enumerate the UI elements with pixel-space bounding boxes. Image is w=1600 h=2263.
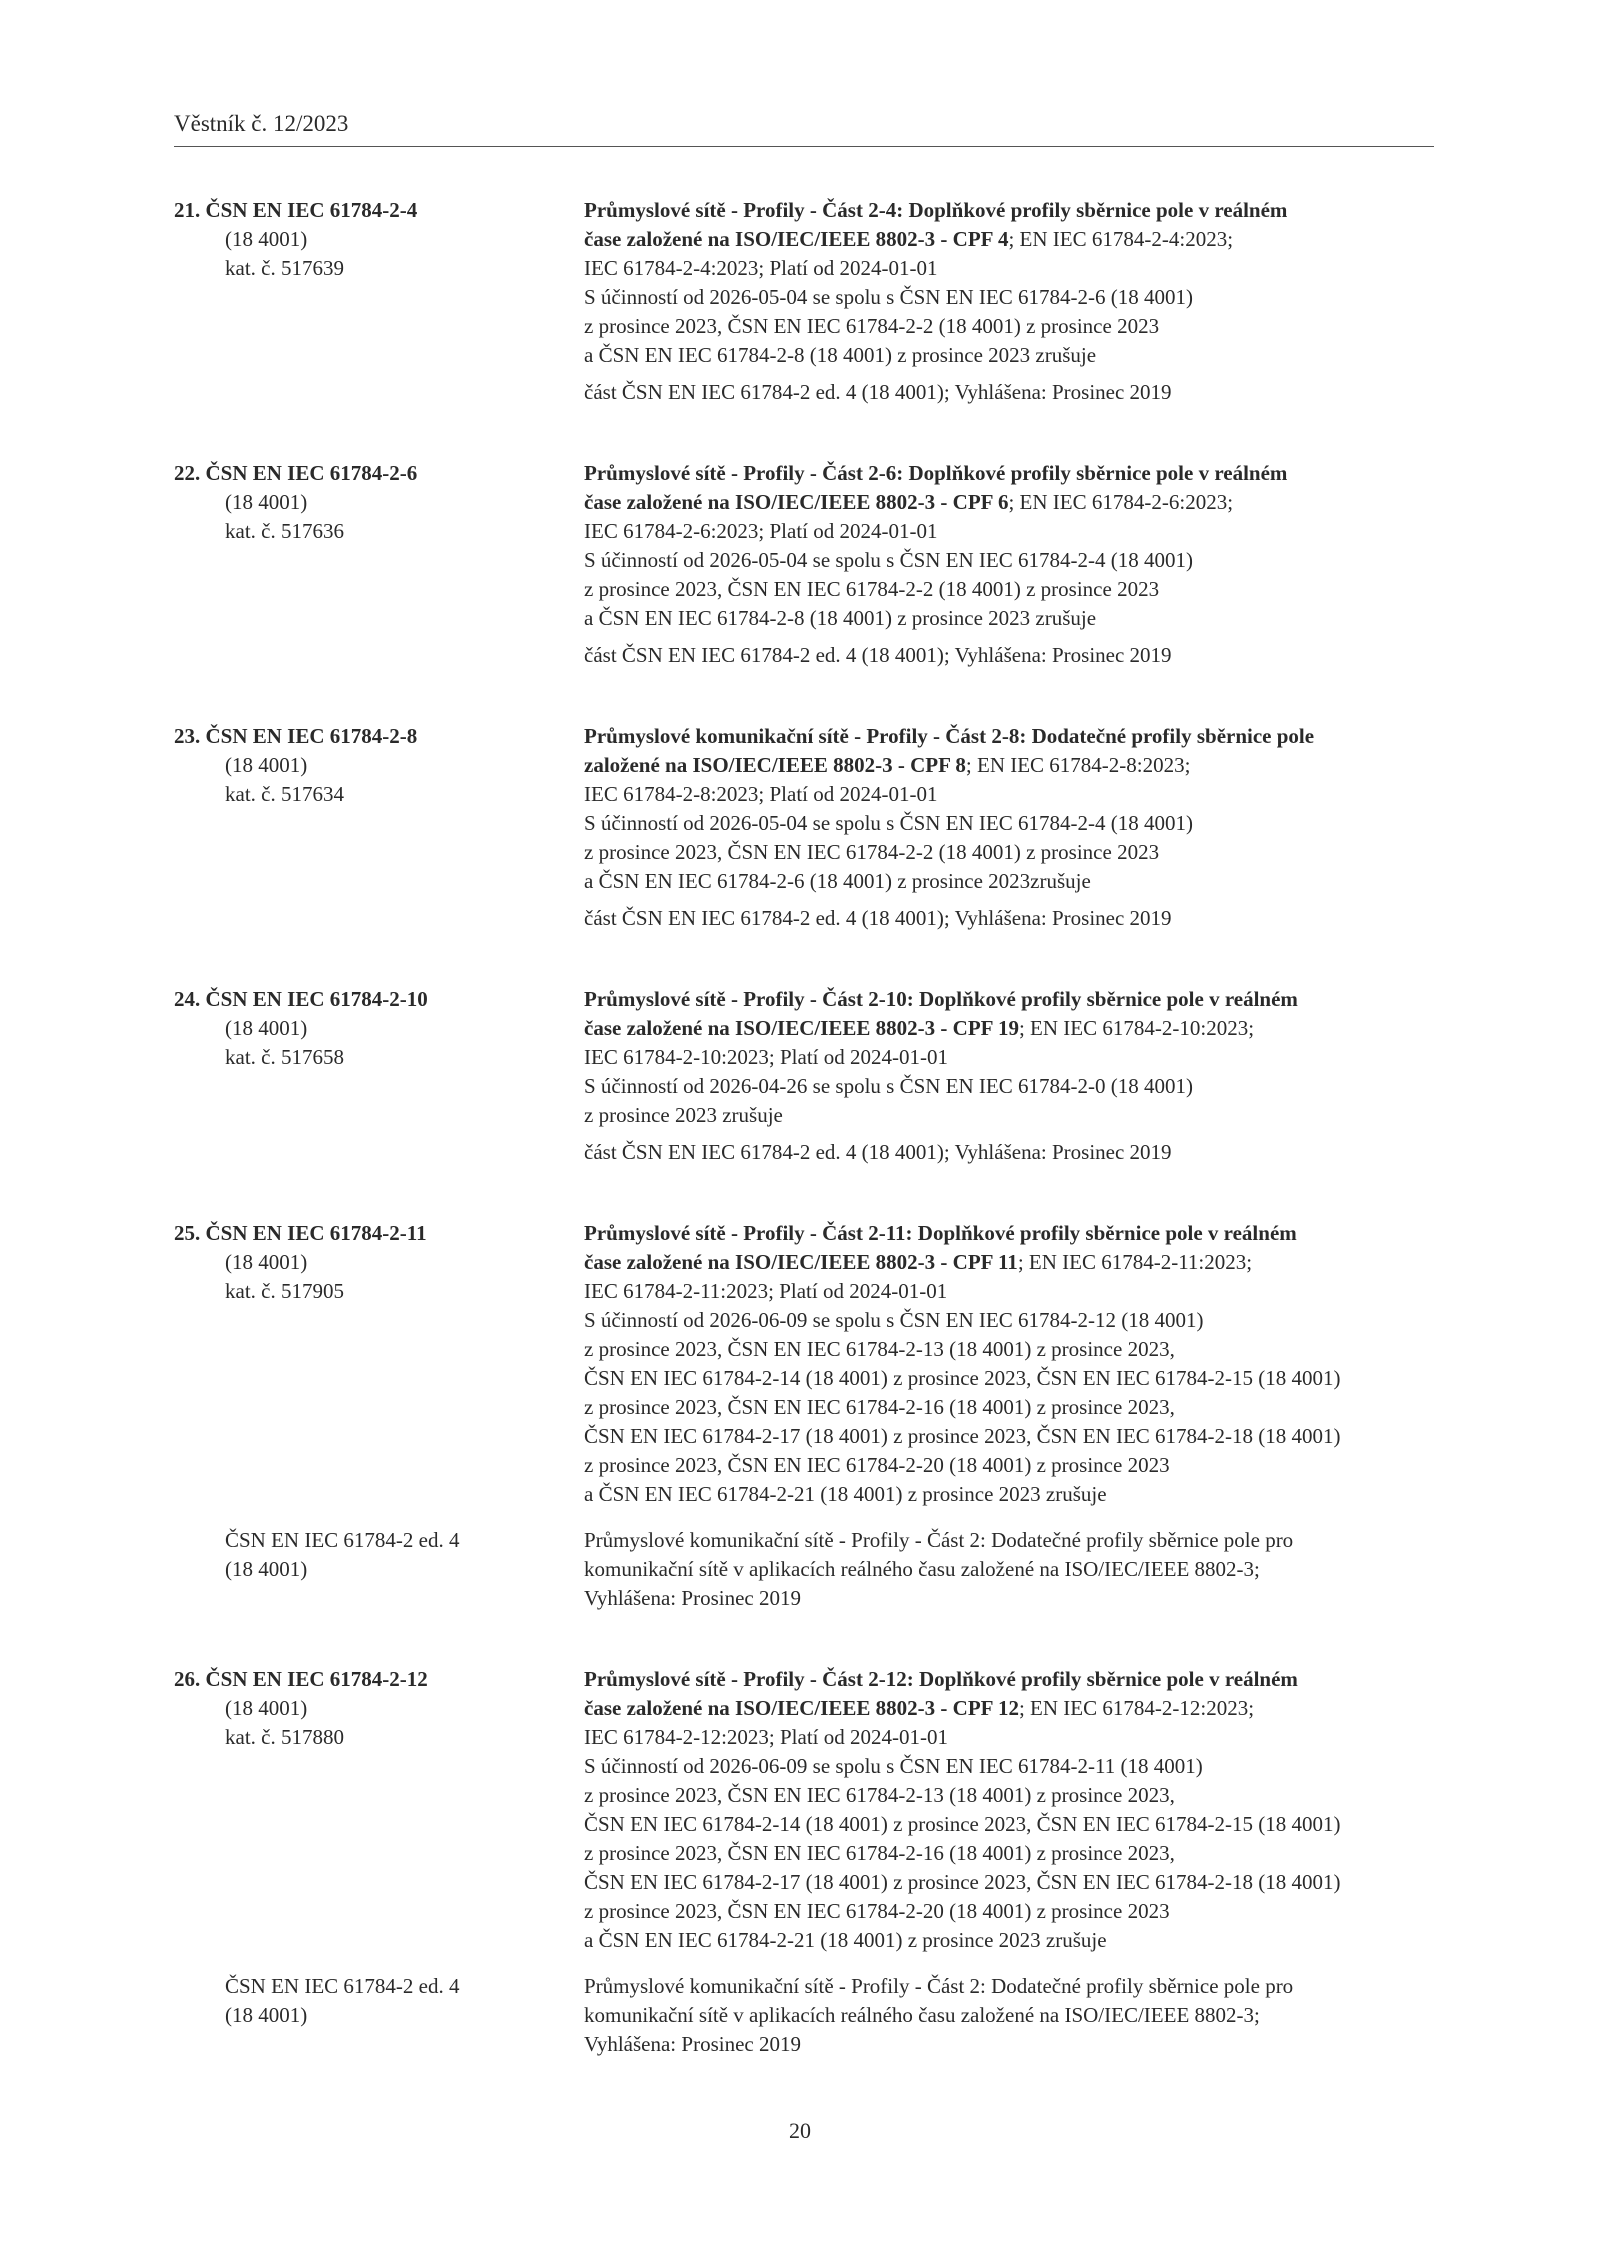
standard-entry <box>174 459 1434 670</box>
standard-title-line: čase založené na ISO/IEC/IEEE 8802-3 - CPF 11 <box>584 1250 1018 1274</box>
standard-identifier <box>174 196 584 407</box>
detail-line: ČSN EN IEC 61784-2-14 (18 4001) z prosince 2023, ČSN EN IEC 61784-2-15 (18 4001) <box>584 1366 1341 1390</box>
standard-code: ČSN EN IEC 61784-2-8 <box>205 724 418 748</box>
detail-line: z prosince 2023, ČSN EN IEC 61784-2-2 (18 4001) z prosince 2023 <box>584 314 1160 338</box>
en-reference: ; EN IEC 61784-2-8:2023; <box>965 753 1191 777</box>
standard-entry <box>174 1665 1434 2059</box>
standard-identifier <box>174 722 584 933</box>
entry-number: 22. <box>174 461 201 485</box>
standard-description <box>584 1219 1434 1509</box>
standard-title-line: čase založené na ISO/IEC/IEEE 8802-3 - CPF 6 <box>584 490 1009 514</box>
standard-title-line: Průmyslové sítě - Profily - Část 2-12: Doplňkové profily sběrnice pole v reálném <box>584 1667 1298 1691</box>
replaced-standard-identifier <box>174 1526 584 1613</box>
entry-number: 25. <box>174 1221 201 1245</box>
standard-description <box>584 985 1434 1167</box>
page-header-title: Věstník č. 12/2023 <box>174 111 349 136</box>
detail-line: ČSN EN IEC 61784-2-17 (18 4001) z prosince 2023, ČSN EN IEC 61784-2-18 (18 4001) <box>584 1870 1341 1894</box>
detail-line: S účinností od 2026-05-04 se spolu s ČSN EN IEC 61784-2-4 (18 4001) <box>584 811 1193 835</box>
detail-line: IEC 61784-2-6:2023; Platí od 2024-01-01 <box>584 519 938 543</box>
entry-number: 23. <box>174 724 201 748</box>
standard-title-line: čase založené na ISO/IEC/IEEE 8802-3 - CPF 12 <box>584 1696 1019 1720</box>
replaced-standard-description <box>584 1972 1434 2059</box>
catalog-number: kat. č. 517658 <box>225 1045 344 1069</box>
detail-line: z prosince 2023 zrušuje <box>584 1103 783 1127</box>
replaced-standard-code: ČSN EN IEC 61784-2 ed. 4 <box>225 1974 460 1998</box>
en-reference: ; EN IEC 61784-2-4:2023; <box>1008 227 1234 251</box>
replaces-note: část ČSN EN IEC 61784-2 ed. 4 (18 4001); Vyhlášena: Prosinec 2019 <box>584 643 1172 667</box>
standard-description <box>584 1665 1434 1955</box>
replaced-detail-line: Vyhlášena: Prosinec 2019 <box>584 1586 801 1610</box>
classification-code: (18 4001) <box>225 1016 308 1040</box>
en-reference: ; EN IEC 61784-2-6:2023; <box>1008 490 1234 514</box>
replaces-note: část ČSN EN IEC 61784-2 ed. 4 (18 4001); Vyhlášena: Prosinec 2019 <box>584 1140 1172 1164</box>
standard-code: ČSN EN IEC 61784-2-11 <box>205 1221 427 1245</box>
standard-identifier <box>174 1219 584 1509</box>
detail-line: IEC 61784-2-4:2023; Platí od 2024-01-01 <box>584 256 938 280</box>
detail-line: S účinností od 2026-05-04 se spolu s ČSN EN IEC 61784-2-4 (18 4001) <box>584 548 1193 572</box>
detail-line: a ČSN EN IEC 61784-2-6 (18 4001) z prosince 2023zrušuje <box>584 869 1091 893</box>
entry-number: 26. <box>174 1667 201 1691</box>
en-reference: ; EN IEC 61784-2-10:2023; <box>1018 1016 1255 1040</box>
standard-entry <box>174 722 1434 933</box>
detail-line: IEC 61784-2-12:2023; Platí od 2024-01-01 <box>584 1725 948 1749</box>
detail-line: a ČSN EN IEC 61784-2-21 (18 4001) z prosince 2023 zrušuje <box>584 1482 1107 1506</box>
catalog-number: kat. č. 517634 <box>225 782 344 806</box>
standard-code: ČSN EN IEC 61784-2-4 <box>205 198 418 222</box>
entry-number: 24. <box>174 987 201 1011</box>
detail-line: a ČSN EN IEC 61784-2-8 (18 4001) z prosince 2023 zrušuje <box>584 606 1097 630</box>
detail-line: z prosince 2023, ČSN EN IEC 61784-2-13 (18 4001) z prosince 2023, <box>584 1337 1175 1361</box>
standard-title-line: Průmyslové sítě - Profily - Část 2-6: Doplňkové profily sběrnice pole v reálném <box>584 461 1288 485</box>
replaced-classification-code: (18 4001) <box>225 2003 308 2027</box>
detail-line: a ČSN EN IEC 61784-2-21 (18 4001) z prosince 2023 zrušuje <box>584 1928 1107 1952</box>
detail-line: IEC 61784-2-8:2023; Platí od 2024-01-01 <box>584 782 938 806</box>
detail-line: IEC 61784-2-10:2023; Platí od 2024-01-01 <box>584 1045 948 1069</box>
en-reference: ; EN IEC 61784-2-11:2023; <box>1017 1250 1253 1274</box>
standard-title-line: čase založené na ISO/IEC/IEEE 8802-3 - CPF 19 <box>584 1016 1019 1040</box>
detail-line: S účinností od 2026-05-04 se spolu s ČSN EN IEC 61784-2-6 (18 4001) <box>584 285 1193 309</box>
classification-code: (18 4001) <box>225 227 308 251</box>
classification-code: (18 4001) <box>225 1250 308 1274</box>
detail-line: ČSN EN IEC 61784-2-14 (18 4001) z prosince 2023, ČSN EN IEC 61784-2-15 (18 4001) <box>584 1812 1341 1836</box>
detail-line: z prosince 2023, ČSN EN IEC 61784-2-13 (18 4001) z prosince 2023, <box>584 1783 1175 1807</box>
detail-line: z prosince 2023, ČSN EN IEC 61784-2-16 (18 4001) z prosince 2023, <box>584 1841 1175 1865</box>
standard-description <box>584 459 1434 670</box>
replaced-standard-code: ČSN EN IEC 61784-2 ed. 4 <box>225 1528 460 1552</box>
standard-entry <box>174 1219 1434 1613</box>
replaced-detail-line: komunikační sítě v aplikacích reálného času založené na ISO/IEC/IEEE 8802-3; <box>584 2003 1260 2027</box>
detail-line: S účinností od 2026-04-26 se spolu s ČSN EN IEC 61784-2-0 (18 4001) <box>584 1074 1193 1098</box>
detail-line: z prosince 2023, ČSN EN IEC 61784-2-20 (18 4001) z prosince 2023 <box>584 1899 1170 1923</box>
detail-line: z prosince 2023, ČSN EN IEC 61784-2-16 (18 4001) z prosince 2023, <box>584 1395 1175 1419</box>
standard-title-line: Průmyslové komunikační sítě - Profily - Část 2-8: Dodatečné profily sběrnice pole <box>584 724 1315 748</box>
catalog-number: kat. č. 517905 <box>225 1279 344 1303</box>
classification-code: (18 4001) <box>225 753 308 777</box>
standard-identifier <box>174 459 584 670</box>
replaces-note: část ČSN EN IEC 61784-2 ed. 4 (18 4001); Vyhlášena: Prosinec 2019 <box>584 380 1172 404</box>
catalog-number: kat. č. 517639 <box>225 256 344 280</box>
standard-title-line: založené na ISO/IEC/IEEE 8802-3 - CPF 8 <box>584 753 966 777</box>
replaced-detail-line: Průmyslové komunikační sítě - Profily - Část 2: Dodatečné profily sběrnice pole pro <box>584 1528 1294 1552</box>
classification-code: (18 4001) <box>225 1696 308 1720</box>
standard-code: ČSN EN IEC 61784-2-12 <box>205 1667 428 1691</box>
standard-identifier <box>174 985 584 1167</box>
standard-code: ČSN EN IEC 61784-2-10 <box>205 987 428 1011</box>
replaced-standard-description <box>584 1526 1434 1613</box>
standard-title-line: Průmyslové sítě - Profily - Část 2-4: Doplňkové profily sběrnice pole v reálném <box>584 198 1288 222</box>
standard-title-line: Průmyslové sítě - Profily - Část 2-11: Doplňkové profily sběrnice pole v reálném <box>584 1221 1297 1245</box>
replaced-detail-line: Vyhlášena: Prosinec 2019 <box>584 2032 801 2056</box>
replaced-detail-line: Průmyslové komunikační sítě - Profily - Část 2: Dodatečné profily sběrnice pole pro <box>584 1974 1294 1998</box>
page-number: 20 <box>789 2118 811 2143</box>
standards-list <box>174 196 1434 2111</box>
replaced-standard-identifier <box>174 1972 584 2059</box>
entry-number: 21. <box>174 198 201 222</box>
detail-line: ČSN EN IEC 61784-2-17 (18 4001) z prosince 2023, ČSN EN IEC 61784-2-18 (18 4001) <box>584 1424 1341 1448</box>
header-divider <box>174 146 1434 147</box>
standard-title-line: Průmyslové sítě - Profily - Část 2-10: Doplňkové profily sběrnice pole v reálném <box>584 987 1298 1011</box>
replaced-detail-line: komunikační sítě v aplikacích reálného času založené na ISO/IEC/IEEE 8802-3; <box>584 1557 1260 1581</box>
replaces-note: část ČSN EN IEC 61784-2 ed. 4 (18 4001); Vyhlášena: Prosinec 2019 <box>584 906 1172 930</box>
standard-entry <box>174 985 1434 1167</box>
replaced-standard <box>174 1526 1434 1613</box>
detail-line: z prosince 2023, ČSN EN IEC 61784-2-20 (18 4001) z prosince 2023 <box>584 1453 1170 1477</box>
detail-line: a ČSN EN IEC 61784-2-8 (18 4001) z prosince 2023 zrušuje <box>584 343 1097 367</box>
detail-line: IEC 61784-2-11:2023; Platí od 2024-01-01 <box>584 1279 948 1303</box>
classification-code: (18 4001) <box>225 490 308 514</box>
detail-line: S účinností od 2026-06-09 se spolu s ČSN EN IEC 61784-2-11 (18 4001) <box>584 1754 1203 1778</box>
en-reference: ; EN IEC 61784-2-12:2023; <box>1018 1696 1255 1720</box>
standard-description <box>584 722 1434 933</box>
standard-code: ČSN EN IEC 61784-2-6 <box>205 461 418 485</box>
standard-title-line: čase založené na ISO/IEC/IEEE 8802-3 - CPF 4 <box>584 227 1009 251</box>
detail-line: z prosince 2023, ČSN EN IEC 61784-2-2 (18 4001) z prosince 2023 <box>584 577 1160 601</box>
standard-identifier <box>174 1665 584 1955</box>
replaced-classification-code: (18 4001) <box>225 1557 308 1581</box>
catalog-number: kat. č. 517880 <box>225 1725 344 1749</box>
standard-description <box>584 196 1434 407</box>
detail-line: S účinností od 2026-06-09 se spolu s ČSN EN IEC 61784-2-12 (18 4001) <box>584 1308 1204 1332</box>
replaced-standard <box>174 1972 1434 2059</box>
detail-line: z prosince 2023, ČSN EN IEC 61784-2-2 (18 4001) z prosince 2023 <box>584 840 1160 864</box>
catalog-number: kat. č. 517636 <box>225 519 344 543</box>
standard-entry <box>174 196 1434 407</box>
